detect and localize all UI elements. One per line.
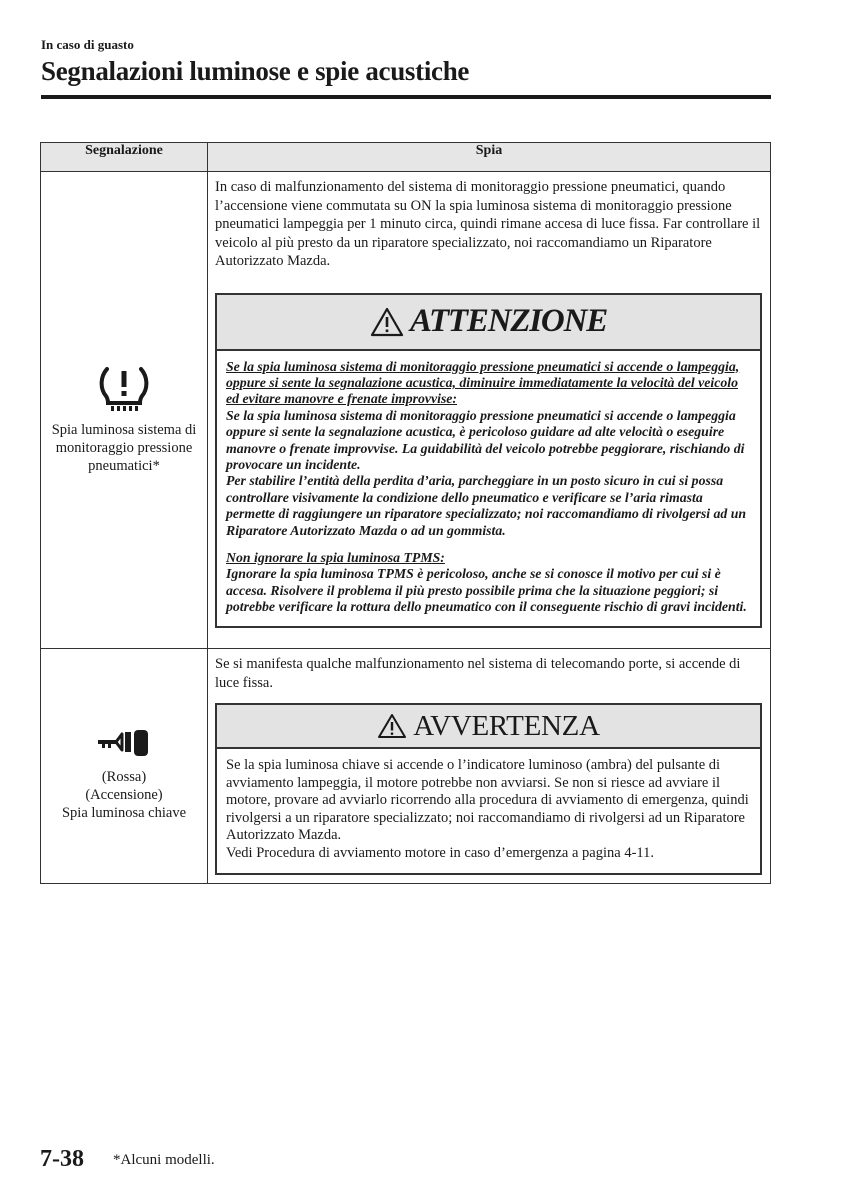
caution-callout	[215, 703, 762, 875]
key-warning-icon	[96, 726, 152, 760]
warning-heading-2: Non ignorare la spia luminosa TPMS:	[226, 549, 445, 565]
warning-lights-table	[40, 142, 771, 884]
signal-cell	[41, 172, 208, 649]
title-rule	[41, 95, 771, 99]
column-header-light: Spia	[208, 143, 771, 172]
section-label: In caso di guasto	[41, 37, 134, 52]
light-description: Se si manifesta qualche malfunzionamento nel sistema di telecomando porte, si accende di luce fissa.	[215, 656, 741, 691]
footnote: *Alcuni modelli.	[113, 1152, 215, 1168]
warning-callout	[215, 293, 762, 628]
signal-color-label: (Rossa)	[101, 768, 147, 785]
tpms-warning-icon	[98, 363, 150, 411]
light-cell	[208, 649, 771, 884]
light-cell	[208, 172, 771, 649]
warning-heading-1: Se la spia luminosa sistema di monitoraggio pressione pneumatici si accende o lampeggia, oppure si sente la segnalazione acustica, diminuire immediatamente la velocità del veicolo ed evitare manovre e frenate improvvise:	[226, 358, 740, 407]
warning-callout-body	[217, 351, 760, 626]
signal-label: Spia luminosa chiave	[61, 804, 187, 821]
signal-label: Spia luminosa sistema di monitoraggio pressione pneumatici*	[51, 422, 197, 474]
table-row	[41, 649, 771, 884]
caution-text-1: Se la spia luminosa chiave si accende o l’indicatore luminoso (ambra) del pulsante di avviamento lampeggia, il motore potrebbe non avviarsi. Se non si riesce ad avviare il motore, provare ad avviarlo ricorrendo alla procedura di avviamento di emergenza, quindi rivolgersi a un riparatore specializzato; noi raccomandiamo di rivolgersi ad un Riparatore Autorizzato Mazda.	[226, 757, 749, 844]
table-header-row	[41, 143, 771, 172]
warning-text-2: Per stabilire l’entità della perdita d’aria, parcheggiare in un posto sicuro in cui si possa controllare visivamente la condizione dello pneumatico e verificare se l’aria rimasta permette di raggiungere un riparatore specializzato; noi raccomandiamo di rivolgersi ad un Riparatore Autorizzato Mazda o ad un gommista.	[226, 473, 747, 538]
signal-state-label: (Accensione)	[85, 786, 163, 803]
caution-callout-title: AVVERTENZA	[413, 709, 600, 742]
caution-callout-body	[217, 749, 760, 873]
table-row	[41, 172, 771, 649]
warning-text-1: Se la spia luminosa sistema di monitoraggio pressione pneumatici si accende o lampeggia oppure si sente la segnalazione acustica, è pericoloso guidare ad alte velocità o eseguire manovre o frenate improvvise. La guidabilità del veicolo potrebbe peggiorare, rischiando di provocare un incidente.	[226, 407, 745, 472]
signal-cell	[41, 649, 208, 884]
caution-callout-header	[217, 705, 760, 749]
light-description: In caso di malfunzionamento del sistema di monitoraggio pressione pneumatici, quando l’accensione viene commutata su ON la spia luminosa sistema di monitoraggio pressione pneumatici lampeggia per 1 minuto circa, quindi rimane accesa di luce fissa. Far controllare il veicolo al più presto da un riparatore specializzato, noi raccomandiamo un Riparatore Autorizzato Mazda.	[215, 179, 761, 269]
warning-text-3: Ignorare la spia luminosa TPMS è pericoloso, anche se si conosce il motivo per cui si è accesa. Risolvere il problema il più presto possibile prima che la situazione peggiori; si potrebbe verificare la rottura dello pneumatico con il conseguente rischio di gravi incidenti.	[226, 566, 747, 615]
warning-callout-title: ATTENZIONE	[409, 303, 608, 340]
warning-callout-header	[217, 295, 760, 351]
caution-text-2: Vedi Procedura di avviamento motore in caso d’emergenza a pagina 4-11.	[226, 844, 654, 861]
page-title: Segnalazioni luminose e spie acustiche	[41, 56, 470, 86]
warning-triangle-icon	[370, 307, 404, 337]
warning-triangle-icon	[377, 713, 407, 739]
column-header-signal: Segnalazione	[41, 143, 208, 172]
page-number: 7-38	[40, 1146, 84, 1172]
